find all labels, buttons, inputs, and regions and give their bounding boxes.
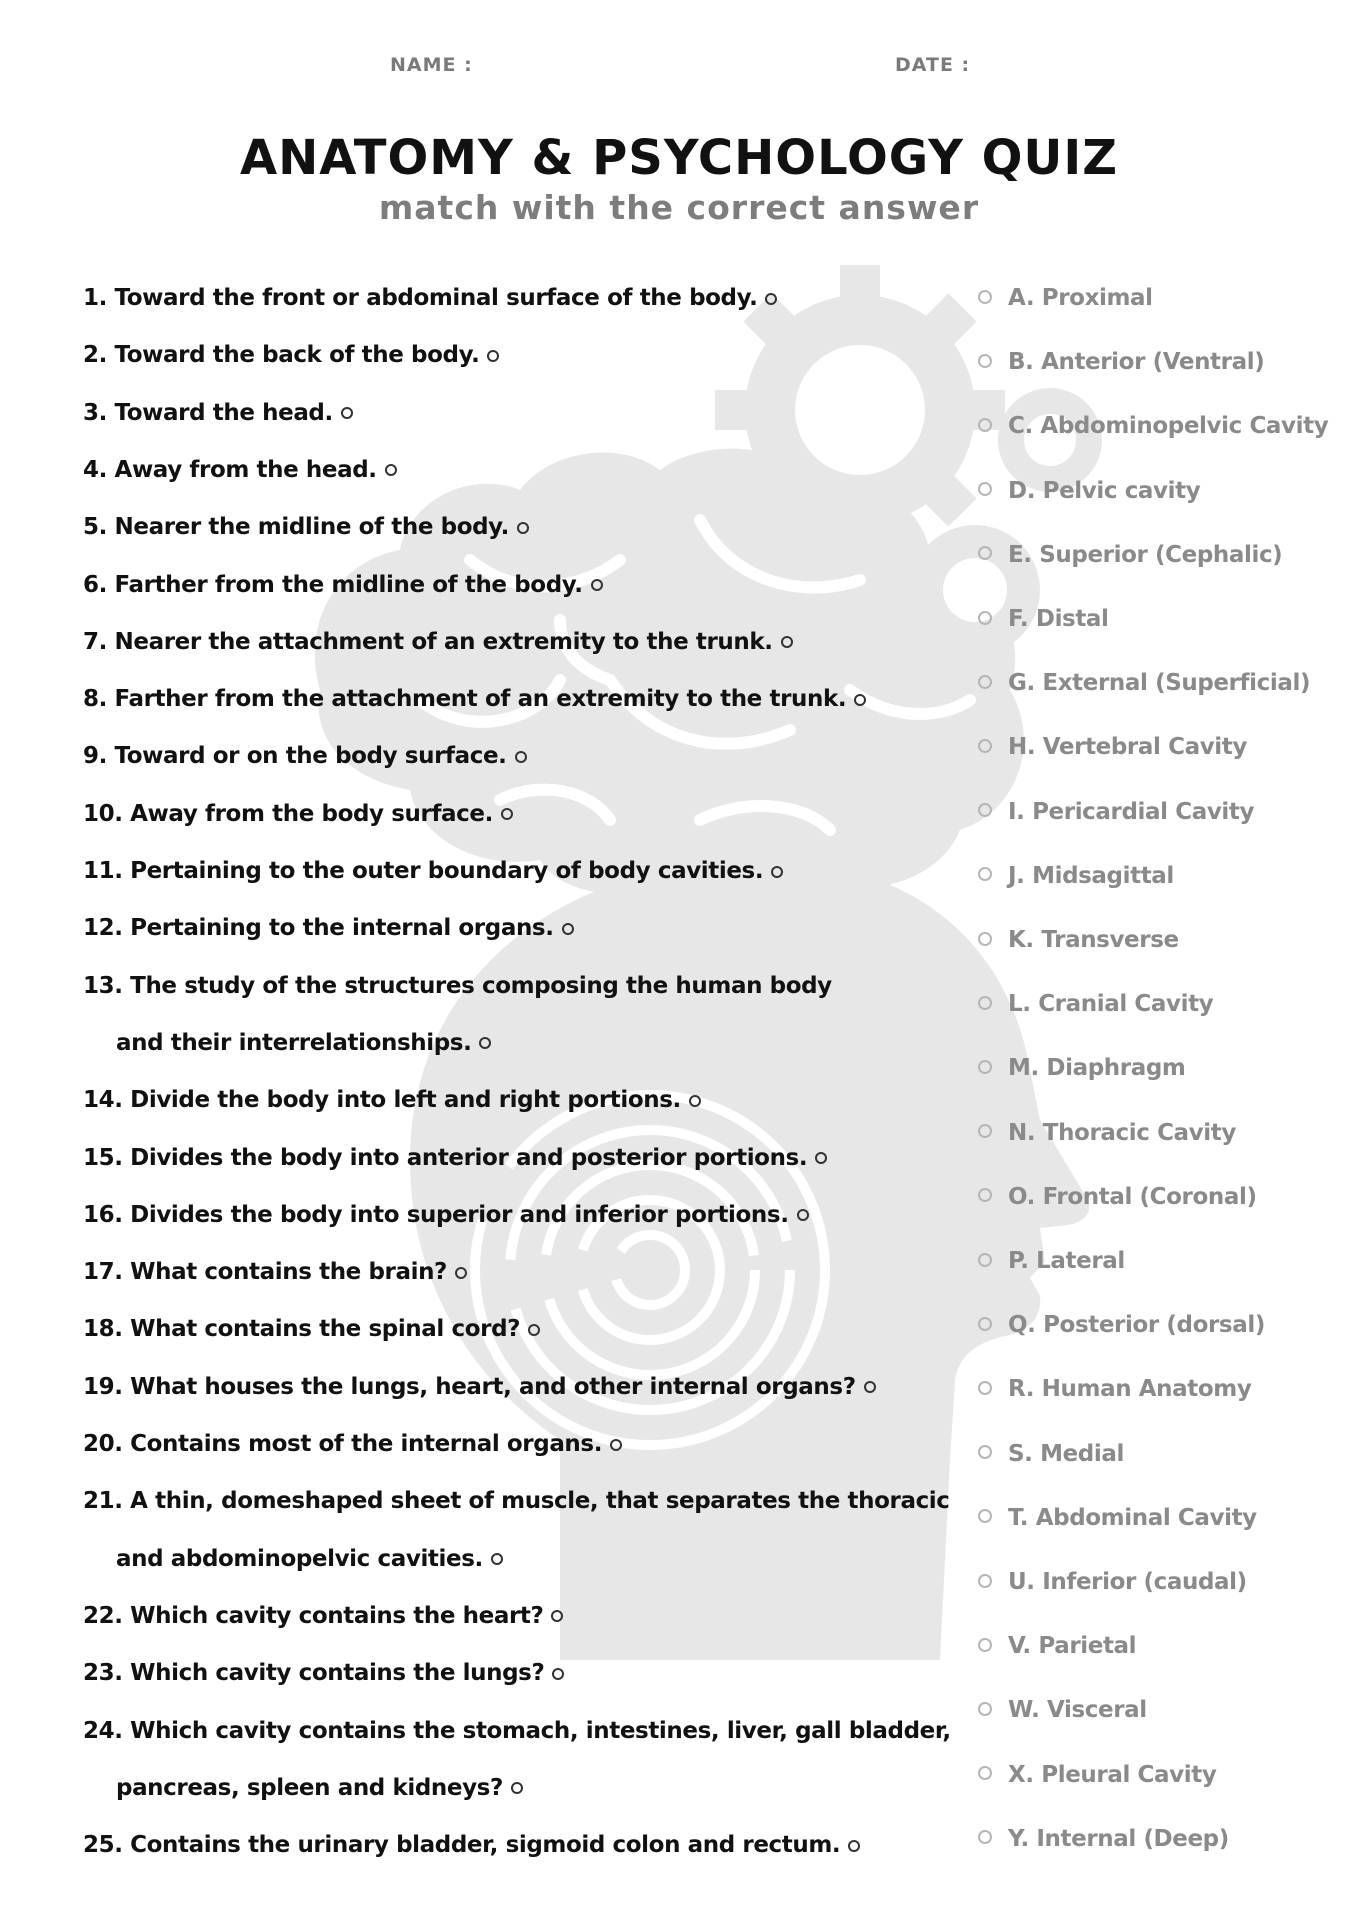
answer-j [978, 863, 1174, 889]
answer-text: L. Cranial Cavity [1008, 991, 1214, 1018]
question-12 [83, 915, 574, 941]
question-18 [83, 1316, 540, 1342]
question-connector-dot-icon[interactable] [385, 464, 397, 476]
question-connector-dot-icon[interactable] [341, 407, 353, 419]
question-text: and abdominopelvic cavities. [116, 1545, 483, 1572]
question-text: 17. What contains the brain? [83, 1259, 447, 1286]
question-text: 24. Which cavity contains the stomach, intestines, liver, gall bladder, [83, 1717, 951, 1744]
answer-l [978, 991, 1213, 1017]
page-title: ANATOMY & PSYCHOLOGY QUIZ [239, 130, 1119, 186]
answer-connector-dot-icon[interactable] [978, 1381, 992, 1395]
answer-connector-dot-icon[interactable] [978, 1188, 992, 1202]
answer-text: R. Human Anatomy [1008, 1376, 1252, 1403]
question-23 [83, 1660, 564, 1686]
question-text: 8. Farther from the attachment of an extremity to the trunk. [83, 686, 847, 713]
answer-connector-dot-icon[interactable] [978, 1317, 992, 1331]
answer-text: Y. Internal (Deep) [1008, 1825, 1229, 1852]
answer-q [978, 1312, 1265, 1338]
question-text: 6. Farther from the midline of the body. [83, 571, 583, 598]
question-13-cont [116, 1030, 491, 1056]
answer-connector-dot-icon[interactable] [978, 546, 992, 560]
answer-t [978, 1505, 1257, 1531]
question-21 [83, 1488, 950, 1514]
question-text: 1. Toward the front or abdominal surface of the body. [83, 285, 758, 311]
answer-connector-dot-icon[interactable] [978, 867, 992, 881]
answer-i [978, 799, 1254, 825]
answer-text: M. Diaphragm [1008, 1055, 1186, 1082]
answer-m [978, 1055, 1185, 1081]
answer-text: U. Inferior (caudal) [1008, 1569, 1247, 1595]
question-25 [83, 1832, 860, 1858]
answer-text: C. Abdominopelvic Cavity [1008, 413, 1329, 440]
question-connector-dot-icon[interactable] [797, 1209, 809, 1221]
question-3 [83, 400, 353, 426]
question-connector-dot-icon[interactable] [455, 1267, 467, 1279]
answer-connector-dot-icon[interactable] [978, 803, 992, 817]
answer-k [978, 927, 1179, 953]
question-connector-dot-icon[interactable] [765, 293, 777, 305]
question-text: 18. What contains the spinal cord? [83, 1316, 521, 1343]
question-connector-dot-icon[interactable] [479, 1037, 491, 1049]
question-text: 21. A thin, domeshaped sheet of muscle, that separates the thoracic [83, 1488, 950, 1515]
answer-h [978, 734, 1247, 760]
question-21-cont [116, 1546, 503, 1572]
question-17 [83, 1259, 467, 1285]
question-13 [83, 973, 832, 999]
question-connector-dot-icon[interactable] [501, 808, 513, 820]
answer-connector-dot-icon[interactable] [978, 290, 992, 304]
question-text: and their interrelationships. [116, 1029, 472, 1056]
answer-w [978, 1697, 1147, 1723]
answer-text: K. Transverse [1008, 927, 1179, 953]
question-connector-dot-icon[interactable] [552, 1668, 564, 1680]
answer-text: P. Lateral [1008, 1248, 1125, 1274]
answer-connector-dot-icon[interactable] [978, 675, 992, 689]
answer-r [978, 1376, 1251, 1402]
question-text: 23. Which cavity contains the lungs? [83, 1660, 545, 1687]
answer-text: S. Medial [1008, 1440, 1124, 1467]
answer-text: Q. Posterior (dorsal) [1008, 1312, 1265, 1339]
question-connector-dot-icon[interactable] [848, 1840, 860, 1852]
answer-text: W. Visceral [1008, 1697, 1147, 1724]
question-text: 14. Divide the body into left and right portions. [83, 1087, 681, 1114]
answer-b [978, 349, 1264, 375]
answer-u [978, 1569, 1247, 1595]
question-connector-dot-icon[interactable] [511, 1782, 523, 1794]
question-8 [83, 686, 866, 712]
answer-text: E. Superior (Cephalic) [1008, 541, 1283, 568]
question-14 [83, 1087, 701, 1113]
question-15 [83, 1145, 827, 1171]
question-text: 3. Toward the head. [83, 399, 333, 426]
question-4 [83, 457, 397, 483]
name-label: NAME : [390, 54, 473, 76]
question-5 [83, 514, 529, 540]
question-19 [83, 1374, 876, 1400]
answer-text: D. Pelvic cavity [1008, 477, 1201, 504]
question-connector-dot-icon[interactable] [854, 694, 866, 706]
answer-connector-dot-icon[interactable] [978, 932, 992, 946]
answer-text: T. Abdominal Cavity [1008, 1504, 1257, 1531]
question-text: 15. Divides the body into anterior and posterior portions. [83, 1144, 808, 1171]
answer-text: B. Anterior (Ventral) [1008, 349, 1265, 376]
question-11 [83, 858, 783, 884]
answer-connector-dot-icon[interactable] [978, 1253, 992, 1267]
question-text: 4. Away from the head. [83, 456, 377, 483]
question-16 [83, 1202, 809, 1228]
question-text: 7. Nearer the attachment of an extremity to the trunk. [83, 628, 773, 655]
question-text: 11. Pertaining to the outer boundary of body cavities. [83, 858, 764, 884]
answer-text: I. Pericardial Cavity [1008, 798, 1255, 825]
question-text: 5. Nearer the midline of the body. [83, 514, 509, 541]
question-connector-dot-icon[interactable] [517, 522, 529, 534]
question-6 [83, 572, 603, 598]
question-text: 19. What houses the lungs, heart, and other internal organs? [83, 1373, 856, 1400]
question-connector-dot-icon[interactable] [528, 1324, 540, 1336]
answer-connector-dot-icon[interactable] [978, 1830, 992, 1844]
question-connector-dot-icon[interactable] [487, 350, 499, 362]
answer-v [978, 1633, 1136, 1659]
question-connector-dot-icon[interactable] [491, 1553, 503, 1565]
answer-g [978, 670, 1310, 696]
question-connector-dot-icon[interactable] [591, 579, 603, 591]
answer-connector-dot-icon[interactable] [978, 1766, 992, 1780]
question-connector-dot-icon[interactable] [689, 1095, 701, 1107]
answer-text: F. Distal [1008, 606, 1109, 632]
answer-text: N. Thoracic Cavity [1008, 1119, 1236, 1146]
answer-c [978, 413, 1328, 439]
answer-connector-dot-icon[interactable] [978, 418, 992, 432]
question-connector-dot-icon[interactable] [781, 636, 793, 648]
answer-text: J. Midsagittal [1008, 862, 1174, 889]
question-text: 20. Contains most of the internal organs. [83, 1431, 603, 1457]
question-text: 10. Away from the body surface. [83, 800, 493, 827]
answer-p [978, 1248, 1125, 1274]
answer-d [978, 478, 1200, 504]
question-text: 22. Which cavity contains the heart? [83, 1602, 544, 1629]
answer-n [978, 1120, 1236, 1146]
answer-connector-dot-icon[interactable] [978, 611, 992, 625]
answer-connector-dot-icon[interactable] [978, 739, 992, 753]
date-label: DATE : [895, 54, 971, 76]
question-connector-dot-icon[interactable] [815, 1152, 827, 1164]
answer-s [978, 1441, 1124, 1467]
answer-connector-dot-icon[interactable] [978, 1060, 992, 1074]
answer-connector-dot-icon[interactable] [978, 996, 992, 1010]
answer-a [978, 285, 1153, 311]
question-9 [83, 743, 527, 769]
question-1 [83, 285, 777, 311]
answer-connector-dot-icon[interactable] [978, 482, 992, 496]
question-22 [83, 1603, 563, 1629]
answer-y [978, 1826, 1229, 1852]
question-text: 12. Pertaining to the internal organs. [83, 915, 554, 942]
question-connector-dot-icon[interactable] [771, 866, 783, 878]
question-connector-dot-icon[interactable] [864, 1381, 876, 1393]
question-7 [83, 629, 793, 655]
question-10 [83, 801, 513, 827]
answer-text: H. Vertebral Cavity [1008, 734, 1247, 761]
page-subtitle: match with the correct answer [378, 188, 980, 227]
answer-connector-dot-icon[interactable] [978, 1509, 992, 1523]
question-text: 9. Toward or on the body surface. [83, 743, 507, 770]
question-text: 2. Toward the back of the body. [83, 342, 480, 369]
question-text: 16. Divides the body into superior and inferior portions. [83, 1201, 789, 1228]
answer-e [978, 542, 1282, 568]
answer-text: A. Proximal [1008, 285, 1153, 311]
answer-text: X. Pleural Cavity [1008, 1761, 1217, 1788]
question-connector-dot-icon[interactable] [551, 1610, 563, 1622]
question-connector-dot-icon[interactable] [610, 1439, 622, 1451]
answer-connector-dot-icon[interactable] [978, 1124, 992, 1138]
answer-x [978, 1762, 1216, 1788]
question-20 [83, 1431, 622, 1457]
answer-text: G. External (Superficial) [1008, 670, 1311, 697]
answer-text: V. Parietal [1008, 1633, 1137, 1660]
question-connector-dot-icon[interactable] [562, 923, 574, 935]
answer-o [978, 1184, 1257, 1210]
answer-text: O. Frontal (Coronal) [1008, 1183, 1257, 1210]
question-connector-dot-icon[interactable] [515, 751, 527, 763]
answer-connector-dot-icon[interactable] [978, 354, 992, 368]
answer-connector-dot-icon[interactable] [978, 1445, 992, 1459]
answer-f [978, 606, 1109, 632]
question-text: pancreas, spleen and kidneys? [116, 1774, 503, 1801]
question-text: 13. The study of the structures composing the human body [83, 972, 832, 999]
answer-connector-dot-icon[interactable] [978, 1638, 992, 1652]
question-2 [83, 342, 499, 368]
question-24 [83, 1718, 951, 1744]
question-24-cont [116, 1775, 523, 1801]
question-text: 25. Contains the urinary bladder, sigmoid colon and rectum. [83, 1832, 841, 1859]
answer-connector-dot-icon[interactable] [978, 1574, 992, 1588]
answer-connector-dot-icon[interactable] [978, 1702, 992, 1716]
